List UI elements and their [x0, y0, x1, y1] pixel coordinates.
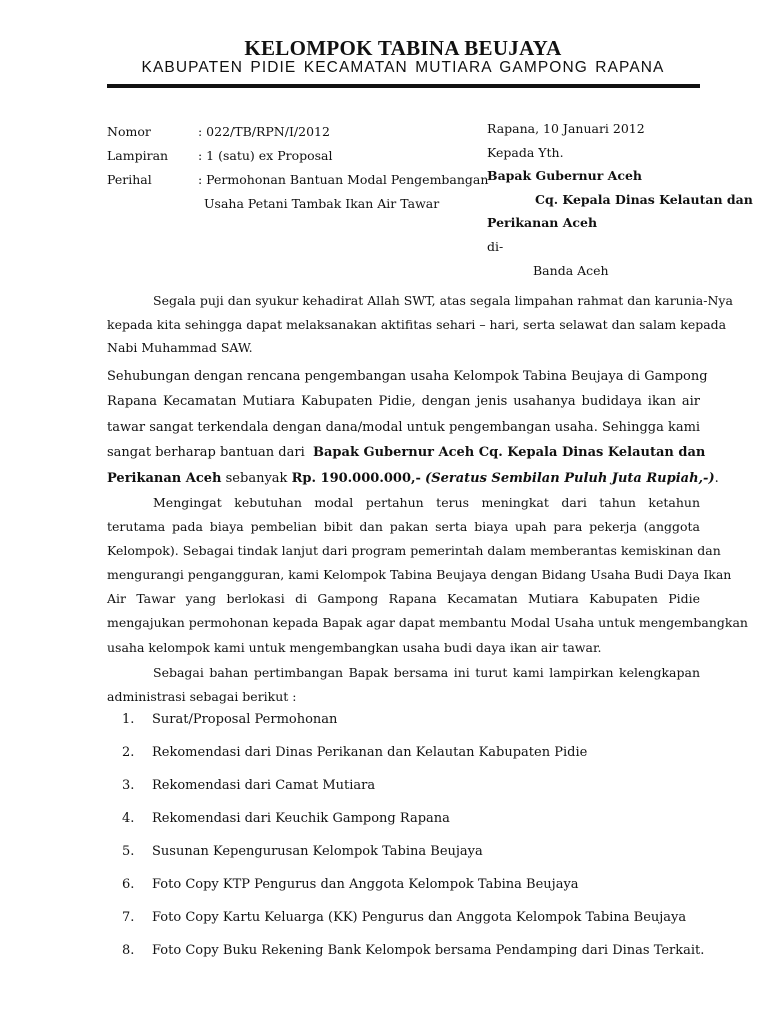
list-item	[122, 906, 704, 939]
paragraph-line: Rapana Kecamatan Mutiara Kabupaten Pidie, dengan jenis usahanya budidaya ikan air	[107, 394, 700, 410]
list-item	[122, 774, 704, 807]
paragraph-line: administrasi sebagai berikut :	[107, 689, 297, 705]
list-item-number: 4.	[122, 811, 135, 826]
list-item-number: 3.	[122, 778, 135, 793]
paragraph-line: usaha kelompok kami untuk mengembangkan usaha budi daya ikan air tawar.	[107, 639, 602, 655]
meta-perihal-value-cont: Usaha Petani Tambak Ikan Air Tawar	[204, 196, 440, 211]
paragraph-line	[107, 440, 706, 465]
request-recipient-cont: Perikanan Aceh	[107, 470, 222, 486]
list-item	[122, 873, 704, 906]
paragraph-line: mengurangi pengangguran, kami Kelompok Tabina Beujaya dengan Bidang Usaha Budi Daya Ikan	[107, 567, 732, 583]
meta-nomor-label: Nomor	[107, 124, 151, 139]
paragraph-line: Mengingat kebutuhan modal pertahun terus meningkat dari tahun ketahun	[153, 495, 700, 510]
letterhead-subtitle: KABUPATEN PIDIE KECAMATAN MUTIARA GAMPONG RAPANA	[141, 59, 665, 76]
meta-nomor-value: : 022/TB/RPN/I/2012	[198, 124, 330, 139]
request-text: sangat berharap bantuan dari	[107, 445, 305, 461]
meta-perihal-label: Perihal	[107, 172, 152, 187]
paragraph-request	[107, 364, 719, 491]
recipient-di: di-	[487, 238, 504, 254]
list-item-text: Susunan Kepengurusan Kelompok Tabina Beujaya	[152, 844, 483, 859]
list-item	[122, 840, 704, 873]
paragraph-line: terutama pada biaya pembelian bibit dan pakan serta biaya upah para pekerja (anggota	[107, 519, 700, 535]
letterhead-rule	[107, 84, 700, 88]
paragraph-line: Air Tawar yang berlokasi di Gampong Rapana Kecamatan Mutiara Kabupaten Pidie	[107, 591, 700, 607]
list-item-number: 1.	[122, 712, 135, 727]
letterhead-title: KELOMPOK TABINA BEUJAYA	[244, 36, 562, 60]
meta-perihal-value: : Permohonan Bantuan Modal Pengembangan	[198, 172, 489, 187]
list-item-text: Foto Copy Kartu Keluarga (KK) Pengurus dan Anggota Kelompok Tabina Beujaya	[152, 910, 687, 925]
list-item-text: Surat/Proposal Permohonan	[152, 712, 338, 727]
paragraph-line	[107, 466, 719, 491]
list-item	[122, 939, 704, 972]
recipient-cq-line2: Perikanan Aceh	[487, 215, 598, 231]
list-item-text: Foto Copy KTP Pengurus dan Anggota Kelompok Tabina Beujaya	[152, 877, 579, 892]
list-item	[122, 708, 704, 741]
list-item-number: 8.	[122, 943, 135, 958]
paragraph-attachments-intro	[107, 661, 700, 709]
paragraph-opening	[107, 289, 733, 360]
paragraph-reason	[107, 491, 748, 660]
request-amount-words: (Seratus Sembilan Puluh Juta Rupiah,-)	[425, 470, 715, 486]
paragraph-line: Sehubungan dengan rencana pengembangan usaha Kelompok Tabina Beujaya di Gampong	[107, 369, 708, 384]
recipient-name: Bapak Gubernur Aceh	[487, 168, 643, 184]
list-item-text: Rekomendasi dari Camat Mutiara	[152, 778, 376, 793]
list-item-number: 6.	[122, 877, 135, 892]
list-item	[122, 741, 704, 774]
paragraph-line: Sebagai bahan pertimbangan Bapak bersama ini turut kami lampirkan kelengkapan	[153, 665, 700, 680]
recipient-cq-line1: Cq. Kepala Dinas Kelautan dan	[535, 191, 753, 207]
list-item-text: Rekomendasi dari Dinas Perikanan dan Kelautan Kabupaten Pidie	[152, 745, 588, 760]
request-amount: Rp. 190.000.000,-	[291, 470, 421, 486]
request-text: sebanyak	[225, 470, 288, 486]
paragraph-line: mengajukan permohonan kepada Bapak agar dapat membantu Modal Usaha untuk mengembangkan	[107, 615, 748, 631]
letter-date: Rapana, 10 Januari 2012	[487, 121, 645, 136]
list-item-text: Rekomendasi dari Keuchik Gampong Rapana	[152, 811, 450, 826]
meta-lampiran-label: Lampiran	[107, 148, 169, 163]
attachment-list	[122, 708, 704, 972]
recipient-block	[487, 117, 753, 282]
request-recipient: Bapak Gubernur Aceh Cq. Kepala Dinas Kelautan dan	[313, 445, 706, 461]
meta-lampiran-value: : 1 (satu) ex Proposal	[198, 148, 333, 163]
list-item-text: Foto Copy Buku Rekening Bank Kelompok bersama Pendamping dari Dinas Terkait.	[152, 943, 705, 958]
recipient-greeting: Kepada Yth.	[487, 144, 564, 160]
list-item-number: 7.	[122, 910, 135, 925]
list-item-number: 2.	[122, 745, 135, 760]
paragraph-line: Kelompok). Sebagai tindak lanjut dari program pemerintah dalam memberantas kemiskinan dan	[107, 543, 721, 559]
paragraph-line: tawar sangat terkendala dengan dana/modal untuk pengembangan usaha. Sehingga kami	[107, 419, 701, 435]
paragraph-line: Segala puji dan syukur kehadirat Allah SWT, atas segala limpahan rahmat dan karunia-Nya	[153, 293, 733, 308]
recipient-city: Banda Aceh	[533, 262, 609, 278]
paragraph-line: kepada kita sehingga dapat melaksanakan aktifitas sehari – hari, serta selawat dan salam kepada	[107, 316, 727, 332]
request-end: .	[714, 470, 719, 486]
list-item	[122, 807, 704, 840]
list-item-number: 5.	[122, 844, 135, 859]
paragraph-line: Nabi Muhammad SAW.	[107, 340, 253, 355]
